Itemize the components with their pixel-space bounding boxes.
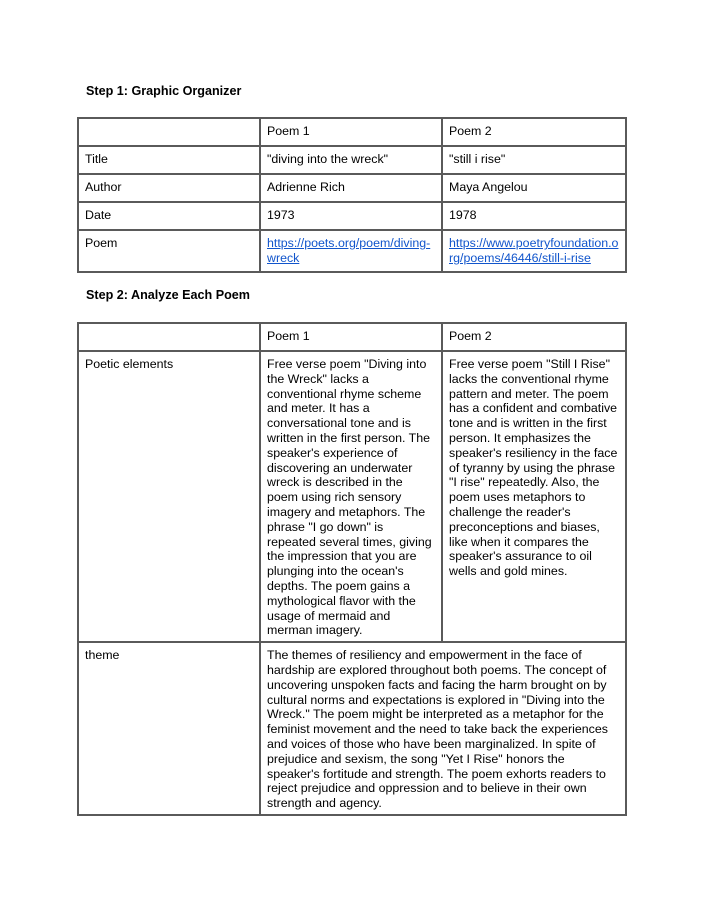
row-label-title: Title [78, 146, 260, 174]
table-row-theme [78, 642, 626, 815]
row-label-poem: Poem [78, 230, 260, 272]
header-cell-poem1: Poem 1 [260, 323, 442, 351]
table-header-row [78, 118, 626, 146]
poem2-link-cell [442, 230, 626, 272]
row-label-poetic-elements: Poetic elements [78, 351, 260, 642]
poem1-poetic-elements: Free verse poem "Diving into the Wreck" lacks a conventional rhyme scheme and meter. It has a conversational tone and is written in the first person. The speaker's experience of discovering an underwater wreck is described in the poem using rich sensory imagery and metaphors. The phrase "I go down" is repeated several times, giving the impression that you are plunging into the ocean's depths. The poem gains a mythological flavor with the usage of mermaid and merman imagery. [260, 351, 442, 642]
table-row-author [78, 174, 626, 202]
poem2-title: "still i rise" [442, 146, 626, 174]
header-cell-poem1: Poem 1 [260, 118, 442, 146]
header-cell-empty [78, 118, 260, 146]
poem2-poetic-elements: Free verse poem "Still I Rise" lacks the conventional rhyme pattern and meter. The poem has a confident and combative tone and is written in the first person. It emphasizes the speaker's resiliency in the face of tyranny by using the phrase "I rise" repeatedly. Also, the poem uses metaphors to challenge the reader's preconceptions and biases, like when it compares the speaker's assurance to oil wells and gold mines. [442, 351, 626, 642]
theme-text: The themes of resiliency and empowerment in the face of hardship are explored throughout both poems. The concept of uncovering unspoken facts and facing the harm brought on by cultural norms and expectations is explored in "Diving into the Wreck." The poem might be interpreted as a metaphor for the feminist movement and the need to take back the experiences and voices of those who have been marginalized. In spite of prejudice and sexism, the song "Yet I Rise" honors the speaker's fortitude and strength. The poem exhorts readers to reject prejudice and oppression and to believe in their own strength and agency. [260, 642, 626, 815]
row-label-date: Date [78, 202, 260, 230]
table-row-title [78, 146, 626, 174]
poem2-date: 1978 [442, 202, 626, 230]
step2-heading: Step 2: Analyze Each Poem [86, 288, 251, 302]
step1-heading: Step 1: Graphic Organizer [86, 84, 242, 98]
table-header-row [78, 323, 626, 351]
poem1-author: Adrienne Rich [260, 174, 442, 202]
poem1-link-cell [260, 230, 442, 272]
poem2-author: Maya Angelou [442, 174, 626, 202]
row-label-author: Author [78, 174, 260, 202]
poem2-link[interactable]: https://www.poetryfoundation.org/poems/46446/still-i-rise [449, 236, 619, 265]
poem1-link[interactable]: https://poets.org/poem/diving-wreck [267, 236, 431, 265]
header-cell-poem2: Poem 2 [442, 118, 626, 146]
graphic-organizer-table [77, 117, 627, 273]
table-row-poem [78, 230, 626, 272]
row-label-theme: theme [78, 642, 260, 815]
analysis-table [77, 322, 627, 816]
header-cell-poem2: Poem 2 [442, 323, 626, 351]
poem1-date: 1973 [260, 202, 442, 230]
table-row-poetic-elements [78, 351, 626, 642]
table-row-date [78, 202, 626, 230]
header-cell-empty [78, 323, 260, 351]
poem1-title: "diving into the wreck" [260, 146, 442, 174]
